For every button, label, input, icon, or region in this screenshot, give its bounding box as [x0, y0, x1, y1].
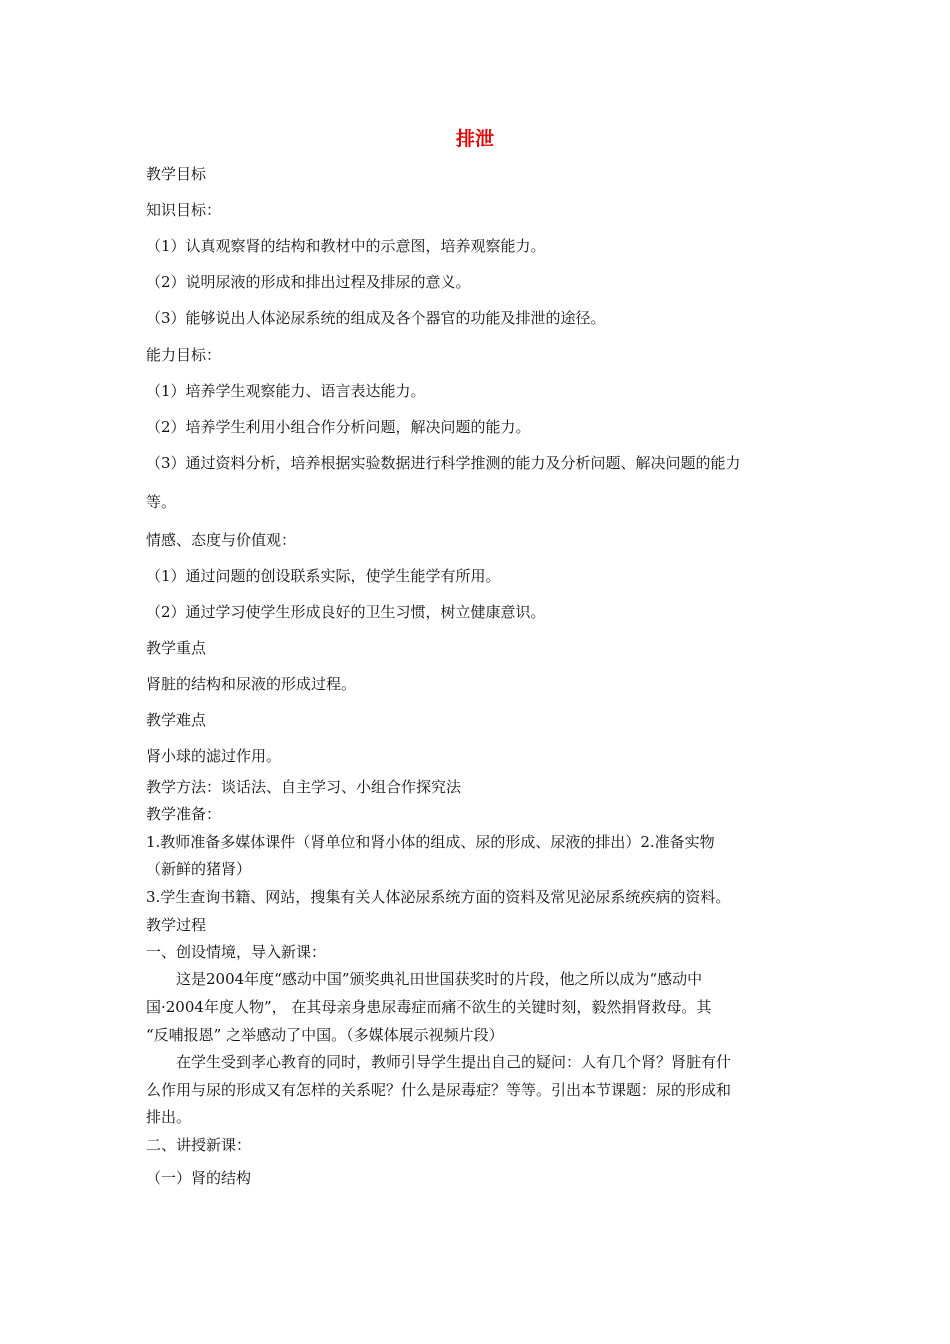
section-heading: 一、创设情境，导入新课： — [146, 943, 327, 961]
paragraph-line: 么作用与尿的形成又有怎样的关系呢？什么是尿毒症？等等。引出本节课题：尿的形成和 — [146, 1081, 732, 1099]
goals-heading: 教学目标 — [146, 165, 207, 183]
ability-goal-item: （2）培养学生利用小组合作分析问题，解决问题的能力。 — [146, 418, 531, 436]
paragraph-line: “反哺报恩” 之举感动了中国。（多媒体展示视频片段） — [146, 1026, 504, 1044]
paragraph-line: 这是2004年度“感动中国”颁奖典礼田世国获奖时的片段，他之所以成为“感动中 — [176, 970, 703, 988]
paragraph-line: 在学生受到孝心教育的同时，教师引导学生提出自己的疑问：人有几个肾？肾脏有什 — [176, 1053, 732, 1071]
preparation-line: （新鲜的猪肾） — [146, 860, 252, 878]
paragraph-line: 排出。 — [146, 1108, 192, 1126]
ability-goal-item-continued: 等。 — [146, 493, 177, 511]
process-heading: 教学过程 — [146, 916, 207, 934]
emotion-goal-item: （1）通过问题的创设联系实际，使学生能学有所用。 — [146, 567, 501, 585]
difficulty-heading: 教学难点 — [146, 711, 207, 729]
emotion-goal-item: （2）通过学习使学生形成良好的卫生习惯，树立健康意识。 — [146, 603, 546, 621]
emotion-goals-heading: 情感、态度与价值观： — [146, 531, 297, 549]
paragraph-line: 国·2004年度人物”， 在其母亲身患尿毒症而痛不欲生的关键时刻，毅然捐肾救母。其 — [146, 998, 712, 1016]
knowledge-goal-item: （1）认真观察肾的结构和教材中的示意图，培养观察能力。 — [146, 237, 546, 255]
preparation-line: 3.学生查询书籍、网站，搜集有关人体泌尿系统方面的资料及常见泌尿系统疾病的资料。 — [146, 888, 731, 906]
teaching-method: 教学方法：谈话法、自主学习、小组合作探究法 — [146, 778, 462, 796]
knowledge-goals-heading: 知识目标： — [146, 201, 222, 219]
section-heading: 二、讲授新课： — [146, 1136, 252, 1154]
ability-goals-heading: 能力目标： — [146, 346, 222, 364]
preparation-line: 1.教师准备多媒体课件（肾单位和肾小体的组成、尿的形成、尿液的排出）2.准备实物 — [146, 833, 715, 851]
difficulty-text: 肾小球的滤过作用。 — [146, 747, 282, 765]
preparation-heading: 教学准备： — [146, 805, 222, 823]
knowledge-goal-item: （2）说明尿液的形成和排出过程及排尿的意义。 — [146, 273, 471, 291]
key-point-text: 肾脏的结构和尿液的形成过程。 — [146, 675, 357, 693]
document-title: 排泄 — [455, 128, 494, 150]
ability-goal-item: （3）通过资料分析，培养根据实验数据进行科学推测的能力及分析问题、解决问题的能力 — [146, 454, 741, 472]
ability-goal-item: （1）培养学生观察能力、语言表达能力。 — [146, 382, 426, 400]
key-point-heading: 教学重点 — [146, 639, 207, 657]
subsection-heading: （一）肾的结构 — [146, 1169, 252, 1187]
knowledge-goal-item: （3）能够说出人体泌尿系统的组成及各个器官的功能及排泄的途径。 — [146, 309, 606, 327]
